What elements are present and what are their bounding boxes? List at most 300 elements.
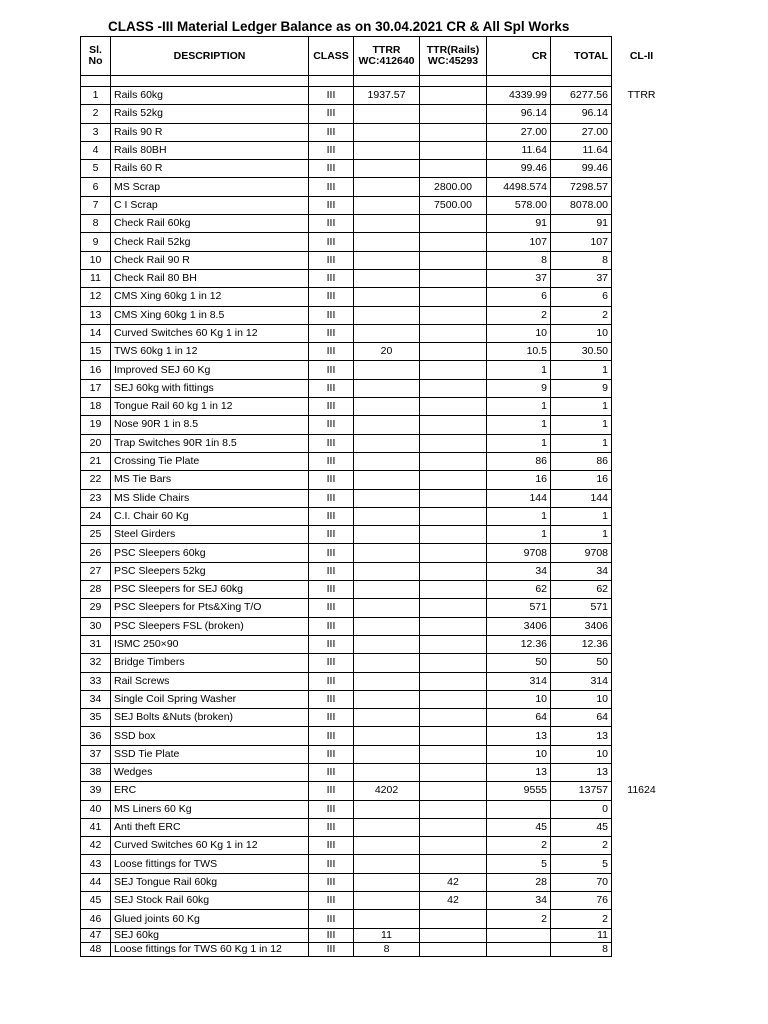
cell-cr: 13 <box>487 763 551 781</box>
cell-cr: 13 <box>487 727 551 745</box>
cell-ttr-rails <box>420 123 487 141</box>
cell-cr: 2 <box>487 837 551 855</box>
cell-total: 107 <box>551 233 612 251</box>
table-row <box>81 105 672 123</box>
cell-cr: 9555 <box>487 782 551 800</box>
cell-total: 10 <box>551 745 612 763</box>
cell-ttrr <box>354 892 420 910</box>
cell-description: Wedges <box>111 763 309 781</box>
cell-ttrr <box>354 251 420 269</box>
cell-class: III <box>309 526 354 544</box>
cell-description: ERC <box>111 782 309 800</box>
table-row <box>81 398 672 416</box>
cell-ttr-rails <box>420 343 487 361</box>
cell-sl: 42 <box>81 837 111 855</box>
cell-total: 2 <box>551 306 612 324</box>
cell-total: 7298.57 <box>551 178 612 196</box>
cell-ttrr <box>354 562 420 580</box>
cell-total: 10 <box>551 324 612 342</box>
cell-description: SEJ Stock Rail 60kg <box>111 892 309 910</box>
cell-description: TWS 60kg 1 in 12 <box>111 343 309 361</box>
cell-description: Bridge Timbers <box>111 654 309 672</box>
table-row <box>81 635 672 653</box>
cell-class: III <box>309 233 354 251</box>
cell-ttrr: 8 <box>354 942 420 956</box>
cell-cl2 <box>612 709 672 727</box>
cell-description: PSC Sleepers for SEJ 60kg <box>111 581 309 599</box>
cell-ttrr <box>354 818 420 836</box>
cell-class: III <box>309 379 354 397</box>
cell-total: 9 <box>551 379 612 397</box>
cell-cl2 <box>612 398 672 416</box>
table-row <box>81 654 672 672</box>
cell-description: SEJ 60kg with fittings <box>111 379 309 397</box>
cell-class: III <box>309 471 354 489</box>
cell-sl: 29 <box>81 599 111 617</box>
cell-class: III <box>309 416 354 434</box>
table-row <box>81 361 672 379</box>
table-row <box>81 306 672 324</box>
cell-cr: 10 <box>487 324 551 342</box>
cell-sl: 21 <box>81 452 111 470</box>
cell-total: 8078.00 <box>551 196 612 214</box>
table-row <box>81 544 672 562</box>
cell-ttr-rails <box>420 837 487 855</box>
cell-cl2 <box>612 105 672 123</box>
cell-ttr-rails <box>420 727 487 745</box>
cell-ttr-rails <box>420 910 487 928</box>
cell-cr: 27.00 <box>487 123 551 141</box>
cell-ttrr <box>354 855 420 873</box>
table-row <box>81 562 672 580</box>
cell-ttrr <box>354 526 420 544</box>
cell-total: 571 <box>551 599 612 617</box>
cell-sl: 27 <box>81 562 111 580</box>
cell-sl: 23 <box>81 489 111 507</box>
header-row <box>81 37 672 76</box>
header-class: CLASS <box>309 37 354 76</box>
cell-description: Steel Girders <box>111 526 309 544</box>
header-cl2: CL-II <box>629 49 654 62</box>
cell-class: III <box>309 434 354 452</box>
cell-class: III <box>309 562 354 580</box>
cell-total: 8 <box>551 942 612 956</box>
cell-ttr-rails <box>420 745 487 763</box>
cell-class: III <box>309 942 354 956</box>
cell-total: 30.50 <box>551 343 612 361</box>
cell-sl: 31 <box>81 635 111 653</box>
cell-sl: 38 <box>81 763 111 781</box>
cell-cl2 <box>612 581 672 599</box>
table-row <box>81 763 672 781</box>
spacer-row <box>81 76 672 87</box>
table-row <box>81 434 672 452</box>
header-total: TOTAL <box>551 37 612 76</box>
cell-cr: 4498.574 <box>487 178 551 196</box>
cell-description: CMS Xing 60kg 1 in 8.5 <box>111 306 309 324</box>
table-row <box>81 928 672 942</box>
header-sl: Sl. No <box>81 37 111 76</box>
cell-ttr-rails <box>420 233 487 251</box>
cell-sl: 19 <box>81 416 111 434</box>
cell-ttrr <box>354 672 420 690</box>
cell-description: MS Slide Chairs <box>111 489 309 507</box>
cell-description: Loose fittings for TWS <box>111 855 309 873</box>
cell-sl: 28 <box>81 581 111 599</box>
cell-ttrr <box>354 269 420 287</box>
cell-class: III <box>309 709 354 727</box>
cell-sl: 47 <box>81 928 111 942</box>
cell-cr: 62 <box>487 581 551 599</box>
cell-class: III <box>309 196 354 214</box>
table-row <box>81 617 672 635</box>
cell-total: 1 <box>551 434 612 452</box>
cell-class: III <box>309 269 354 287</box>
table-row <box>81 745 672 763</box>
cell-cr: 86 <box>487 452 551 470</box>
cell-cl2 <box>612 434 672 452</box>
cell-sl: 36 <box>81 727 111 745</box>
table-row <box>81 782 672 800</box>
cell-cl2 <box>612 251 672 269</box>
cell-ttr-rails <box>420 800 487 818</box>
cell-sl: 15 <box>81 343 111 361</box>
cell-description: Anti theft ERC <box>111 818 309 836</box>
cell-class: III <box>309 251 354 269</box>
cell-cl2 <box>612 288 672 306</box>
cell-sl: 45 <box>81 892 111 910</box>
table-row <box>81 288 672 306</box>
cell-ttrr <box>354 635 420 653</box>
cell-cr <box>487 928 551 942</box>
table-row <box>81 215 672 233</box>
header-description: DESCRIPTION <box>111 37 309 76</box>
cell-cr: 1 <box>487 398 551 416</box>
cell-cr: 571 <box>487 599 551 617</box>
cell-total: 50 <box>551 654 612 672</box>
cell-description: SEJ Tongue Rail 60kg <box>111 873 309 891</box>
cell-sl: 41 <box>81 818 111 836</box>
table-row <box>81 471 672 489</box>
cell-ttr-rails <box>420 288 487 306</box>
cell-cr <box>487 942 551 956</box>
cell-ttr-rails <box>420 141 487 159</box>
table-row <box>81 416 672 434</box>
cell-cl2 <box>612 727 672 745</box>
cell-total: 1 <box>551 507 612 525</box>
cell-sl: 2 <box>81 105 111 123</box>
cell-total: 96.14 <box>551 105 612 123</box>
cell-ttrr <box>354 745 420 763</box>
cell-cl2 <box>612 672 672 690</box>
cell-total: 11.64 <box>551 141 612 159</box>
cell-class: III <box>309 343 354 361</box>
cell-total: 70 <box>551 873 612 891</box>
cell-class: III <box>309 215 354 233</box>
cell-cl2 <box>612 892 672 910</box>
cell-total: 34 <box>551 562 612 580</box>
cell-sl: 25 <box>81 526 111 544</box>
cell-cr: 1 <box>487 416 551 434</box>
cell-total: 6 <box>551 288 612 306</box>
table-row <box>81 160 672 178</box>
cell-description: Curved Switches 60 Kg 1 in 12 <box>111 324 309 342</box>
cell-cr: 1 <box>487 434 551 452</box>
table-row <box>81 141 672 159</box>
table-row <box>81 324 672 342</box>
cell-sl: 30 <box>81 617 111 635</box>
cell-cr: 1 <box>487 361 551 379</box>
cell-cr: 91 <box>487 215 551 233</box>
cell-sl: 34 <box>81 690 111 708</box>
cell-ttrr <box>354 507 420 525</box>
cell-ttr-rails <box>420 398 487 416</box>
cell-description: Glued joints 60 Kg <box>111 910 309 928</box>
cell-ttrr <box>354 288 420 306</box>
cell-ttrr <box>354 471 420 489</box>
cell-cl2 <box>612 562 672 580</box>
cell-class: III <box>309 654 354 672</box>
cell-ttrr: 4202 <box>354 782 420 800</box>
cell-sl: 37 <box>81 745 111 763</box>
cell-class: III <box>309 544 354 562</box>
cell-sl: 9 <box>81 233 111 251</box>
cell-ttrr <box>354 324 420 342</box>
cell-cl2 <box>612 361 672 379</box>
cell-ttr-rails <box>420 562 487 580</box>
cell-cl2 <box>612 471 672 489</box>
cell-total: 144 <box>551 489 612 507</box>
cell-cr: 10.5 <box>487 343 551 361</box>
cell-ttrr <box>354 690 420 708</box>
cell-cl2 <box>612 873 672 891</box>
cell-ttrr: 1937.57 <box>354 87 420 105</box>
cell-description: SEJ 60kg <box>111 928 309 942</box>
table-row <box>81 910 672 928</box>
table-row <box>81 837 672 855</box>
cell-sl: 8 <box>81 215 111 233</box>
cell-sl: 3 <box>81 123 111 141</box>
cell-cr: 8 <box>487 251 551 269</box>
cell-description: SEJ Bolts &Nuts (broken) <box>111 709 309 727</box>
cell-sl: 5 <box>81 160 111 178</box>
cell-ttrr <box>354 873 420 891</box>
cell-ttrr <box>354 123 420 141</box>
cell-description: Check Rail 60kg <box>111 215 309 233</box>
table-row <box>81 672 672 690</box>
cell-ttr-rails <box>420 379 487 397</box>
cell-description: C.I. Chair 60 Kg <box>111 507 309 525</box>
cell-description: Check Rail 80 BH <box>111 269 309 287</box>
cell-description: Improved SEJ 60 Kg <box>111 361 309 379</box>
cell-ttrr <box>354 416 420 434</box>
cell-class: III <box>309 507 354 525</box>
cell-class: III <box>309 288 354 306</box>
table-row <box>81 942 672 956</box>
cell-cl2 <box>612 928 672 942</box>
cell-description: Rails 60kg <box>111 87 309 105</box>
cell-cr: 9708 <box>487 544 551 562</box>
cell-cl2 <box>612 178 672 196</box>
cell-ttr-rails <box>420 215 487 233</box>
cell-sl: 13 <box>81 306 111 324</box>
cell-cr: 64 <box>487 709 551 727</box>
cell-cr: 578.00 <box>487 196 551 214</box>
cell-class: III <box>309 892 354 910</box>
cell-sl: 43 <box>81 855 111 873</box>
table-row <box>81 727 672 745</box>
cell-class: III <box>309 617 354 635</box>
cell-ttrr: 20 <box>354 343 420 361</box>
cell-ttrr <box>354 196 420 214</box>
cell-class: III <box>309 910 354 928</box>
cell-class: III <box>309 763 354 781</box>
cell-cl2 <box>612 233 672 251</box>
cell-total: 6277.56 <box>551 87 612 105</box>
cell-cr: 5 <box>487 855 551 873</box>
cell-class: III <box>309 800 354 818</box>
cell-ttrr <box>354 434 420 452</box>
cell-sl: 10 <box>81 251 111 269</box>
table-row <box>81 855 672 873</box>
cell-cr: 12.36 <box>487 635 551 653</box>
cell-ttr-rails <box>420 434 487 452</box>
cell-ttr-rails <box>420 452 487 470</box>
cell-sl: 48 <box>81 942 111 956</box>
cell-sl: 11 <box>81 269 111 287</box>
cell-description: Rail Screws <box>111 672 309 690</box>
cell-description: Nose 90R 1 in 8.5 <box>111 416 309 434</box>
cell-class: III <box>309 818 354 836</box>
cell-total: 8 <box>551 251 612 269</box>
cell-cr: 314 <box>487 672 551 690</box>
cell-sl: 44 <box>81 873 111 891</box>
cell-ttr-rails: 7500.00 <box>420 196 487 214</box>
cell-class: III <box>309 855 354 873</box>
cell-total: 13757 <box>551 782 612 800</box>
cell-ttr-rails <box>420 324 487 342</box>
cell-description: Check Rail 52kg <box>111 233 309 251</box>
cell-sl: 26 <box>81 544 111 562</box>
table-row <box>81 489 672 507</box>
cell-cl2: TTRR <box>627 89 656 102</box>
cell-ttrr <box>354 178 420 196</box>
cell-total: 9708 <box>551 544 612 562</box>
cell-sl: 4 <box>81 141 111 159</box>
cell-ttrr <box>354 105 420 123</box>
cell-description: SSD box <box>111 727 309 745</box>
cell-total: 12.36 <box>551 635 612 653</box>
cell-cr: 6 <box>487 288 551 306</box>
cell-cl2 <box>612 690 672 708</box>
cell-sl: 16 <box>81 361 111 379</box>
cell-description: Rails 80BH <box>111 141 309 159</box>
cell-ttr-rails: 42 <box>420 873 487 891</box>
cell-cl2 <box>612 215 672 233</box>
cell-ttrr <box>354 306 420 324</box>
cell-class: III <box>309 398 354 416</box>
cell-cl2 <box>612 800 672 818</box>
page-title: CLASS -III Material Ledger Balance as on 30.04.2021 CR & All Spl Works <box>108 19 570 34</box>
cell-ttr-rails <box>420 782 487 800</box>
cell-ttr-rails <box>420 489 487 507</box>
cell-ttr-rails <box>420 416 487 434</box>
cell-cr: 96.14 <box>487 105 551 123</box>
cell-description: CMS Xing 60kg 1 in 12 <box>111 288 309 306</box>
cell-ttr-rails <box>420 763 487 781</box>
cell-cl2 <box>612 837 672 855</box>
cell-class: III <box>309 123 354 141</box>
cell-cr <box>487 800 551 818</box>
cell-ttrr <box>354 398 420 416</box>
cell-description: Rails 52kg <box>111 105 309 123</box>
cell-cr: 1 <box>487 507 551 525</box>
table-row <box>81 709 672 727</box>
cell-ttr-rails <box>420 251 487 269</box>
cell-ttrr <box>354 727 420 745</box>
cell-cl2 <box>612 599 672 617</box>
cell-sl: 7 <box>81 196 111 214</box>
cell-cl2 <box>612 160 672 178</box>
cell-cl2 <box>612 306 672 324</box>
table-row <box>81 196 672 214</box>
cell-cl2 <box>612 269 672 287</box>
table-row <box>81 818 672 836</box>
cell-ttr-rails <box>420 928 487 942</box>
table-row <box>81 800 672 818</box>
cell-total: 1 <box>551 416 612 434</box>
cell-total: 13 <box>551 763 612 781</box>
table-row <box>81 581 672 599</box>
cell-cl2 <box>612 763 672 781</box>
cell-total: 10 <box>551 690 612 708</box>
cell-ttrr <box>354 910 420 928</box>
cell-total: 2 <box>551 910 612 928</box>
cell-cl2 <box>612 123 672 141</box>
cell-cl2 <box>612 141 672 159</box>
cell-sl: 14 <box>81 324 111 342</box>
cell-description: MS Liners 60 Kg <box>111 800 309 818</box>
cell-ttr-rails <box>420 709 487 727</box>
table-row <box>81 251 672 269</box>
cell-ttrr <box>354 141 420 159</box>
cell-cl2: 11624 <box>627 784 656 797</box>
cell-description: Curved Switches 60 Kg 1 in 12 <box>111 837 309 855</box>
ledger-table <box>80 36 672 957</box>
cell-cl2 <box>612 489 672 507</box>
cell-description: Loose fittings for TWS 60 Kg 1 in 12 <box>111 942 309 956</box>
cell-ttr-rails <box>420 105 487 123</box>
cell-cr: 28 <box>487 873 551 891</box>
cell-class: III <box>309 727 354 745</box>
cell-ttrr <box>354 837 420 855</box>
ledger-body <box>81 87 672 957</box>
cell-cl2 <box>612 745 672 763</box>
cell-cr: 11.64 <box>487 141 551 159</box>
cell-description: Trap Switches 90R 1in 8.5 <box>111 434 309 452</box>
cell-total: 37 <box>551 269 612 287</box>
header-cr: CR <box>487 37 551 76</box>
cell-ttr-rails: 42 <box>420 892 487 910</box>
cell-ttr-rails <box>420 855 487 873</box>
table-row <box>81 452 672 470</box>
cell-description: C I Scrap <box>111 196 309 214</box>
table-row <box>81 599 672 617</box>
table-row <box>81 892 672 910</box>
cell-ttr-rails <box>420 526 487 544</box>
cell-description: Rails 60 R <box>111 160 309 178</box>
cell-sl: 20 <box>81 434 111 452</box>
